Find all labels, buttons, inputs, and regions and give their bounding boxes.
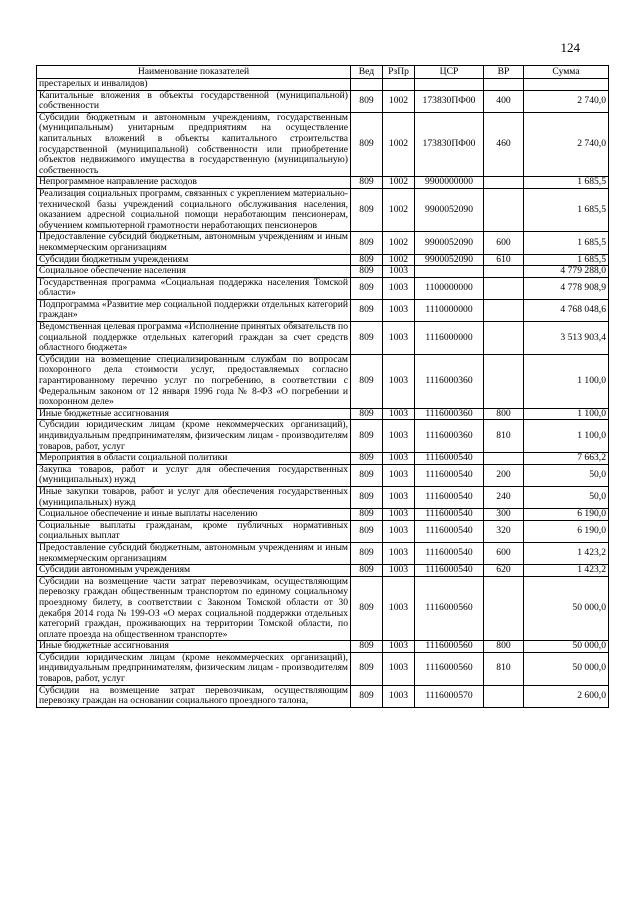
cell-vr: 810 (484, 652, 524, 685)
cell-csr: 1100000000 (415, 277, 484, 299)
cell-ved: 809 (351, 486, 383, 508)
cell-name: Субсидии на возмещение части затрат перевозчикам, осуществляющим перевозку граждан общественным транспортом по единому социальному проездному билету, в соответствии с Законом Томской области от 30 декабря 2014 года № 199-ОЗ «О мерах социальной поддержки отдельных категорий граждан, проживающих на территории Томской области, по оплате проезда на общественном транспорте» (37, 576, 351, 641)
header-ved: Вед (351, 66, 383, 79)
cell-sum: 6 190,0 (524, 509, 609, 521)
cell-ved: 809 (351, 112, 383, 177)
cell-name: Предоставление субсидий бюджетным, автономным учреждениям и иным некоммерческим организациям (37, 542, 351, 564)
cell-csr (415, 79, 484, 91)
cell-ved: 809 (351, 542, 383, 564)
cell-csr: 1116000560 (415, 652, 484, 685)
cell-csr: 1116000560 (415, 641, 484, 653)
cell-rzpr: 1003 (383, 486, 415, 508)
cell-vr: 800 (484, 408, 524, 420)
table-row (37, 79, 609, 91)
cell-csr: 9900000000 (415, 177, 484, 189)
header-vr: ВР (484, 66, 524, 79)
cell-rzpr: 1003 (383, 277, 415, 299)
table-row (37, 565, 609, 577)
table-row (37, 266, 609, 278)
cell-sum: 6 190,0 (524, 520, 609, 542)
cell-ved: 809 (351, 464, 383, 486)
cell-rzpr: 1002 (383, 177, 415, 189)
cell-vr: 200 (484, 464, 524, 486)
cell-ved: 809 (351, 188, 383, 231)
cell-csr: 1116000360 (415, 420, 484, 453)
table-header-row (37, 66, 609, 79)
cell-vr: 300 (484, 509, 524, 521)
cell-vr: 810 (484, 420, 524, 453)
cell-name: Социальные выплаты гражданам, кроме публичных нормативных социальных выплат (37, 520, 351, 542)
cell-name: Субсидии бюджетным учреждениям (37, 254, 351, 266)
table-row (37, 652, 609, 685)
table-row (37, 90, 609, 112)
cell-vr (484, 277, 524, 299)
cell-vr (484, 188, 524, 231)
cell-rzpr: 1003 (383, 420, 415, 453)
cell-rzpr: 1003 (383, 509, 415, 521)
cell-name: Иные бюджетные ассигнования (37, 641, 351, 653)
cell-ved: 809 (351, 354, 383, 408)
cell-name: Мероприятия в области социальной политики (37, 453, 351, 465)
cell-rzpr: 1003 (383, 266, 415, 278)
cell-ved: 809 (351, 90, 383, 112)
table-row (37, 486, 609, 508)
cell-name: Субсидии на возмещение специализированным службам по вопросам похоронного дела стоимости услуг, предоставляемых согласно гарантированному перечню услуг по погребению, в соответствии с Федеральным законом от 12 января 1996 года № 8-ФЗ «О погребении и похоронном деле» (37, 354, 351, 408)
cell-sum: 50,0 (524, 464, 609, 486)
cell-name: Социальное обеспечение населения (37, 266, 351, 278)
cell-name: Государственная программа «Социальная поддержка населения Томской области» (37, 277, 351, 299)
cell-sum: 4 779 288,0 (524, 266, 609, 278)
cell-sum: 1 685,5 (524, 254, 609, 266)
cell-ved: 809 (351, 652, 383, 685)
budget-table (36, 65, 609, 708)
table-row (37, 420, 609, 453)
cell-rzpr: 1003 (383, 542, 415, 564)
cell-ved: 809 (351, 177, 383, 189)
cell-vr (484, 453, 524, 465)
cell-sum: 50 000,0 (524, 641, 609, 653)
cell-sum: 50 000,0 (524, 652, 609, 685)
cell-ved: 809 (351, 576, 383, 641)
cell-name: Подпрограмма «Развитие мер социальной поддержки отдельных категорий граждан» (37, 299, 351, 321)
cell-rzpr: 1003 (383, 408, 415, 420)
cell-rzpr: 1003 (383, 299, 415, 321)
cell-name: Реализация социальных программ, связанных с укреплением материально-технической базы учреждений социального обслуживания населения, оказанием адресной социальной помощи неработающим пенсионерам, обучением компьютерной грамотности неработающих пенсионеров (37, 188, 351, 231)
table-row (37, 453, 609, 465)
cell-name: Субсидии юридическим лицам (кроме некоммерческих организаций), индивидуальным предпринимателям, физическим лицам - производителям товаров, работ, услуг (37, 420, 351, 453)
cell-ved: 809 (351, 685, 383, 707)
cell-name: Предоставление субсидий бюджетным, автономным учреждениям и иным некоммерческим организациям (37, 232, 351, 254)
header-sum: Сумма (524, 66, 609, 79)
table-row (37, 322, 609, 355)
cell-ved (351, 79, 383, 91)
cell-vr: 600 (484, 232, 524, 254)
table-row (37, 542, 609, 564)
cell-vr: 240 (484, 486, 524, 508)
cell-sum: 1 100,0 (524, 354, 609, 408)
cell-rzpr: 1002 (383, 254, 415, 266)
cell-rzpr: 1002 (383, 232, 415, 254)
cell-sum: 1 685,5 (524, 188, 609, 231)
cell-csr: 1116000540 (415, 520, 484, 542)
cell-sum: 50 000,0 (524, 576, 609, 641)
cell-sum: 1 100,0 (524, 408, 609, 420)
cell-csr: 1116000540 (415, 464, 484, 486)
table-row (37, 177, 609, 189)
cell-name: престарелых и инвалидов) (37, 79, 351, 91)
table-row (37, 232, 609, 254)
cell-vr (484, 685, 524, 707)
cell-name: Субсидии бюджетным и автономным учреждениям, государственным (муниципальным) унитарным предприятиям на осуществление капитальных вложений в объекты капитального строительства государственной (муниципальной) собственности или приобретение объектов недвижимого имущества в государственную (муниципальную) собственность (37, 112, 351, 177)
table-row (37, 299, 609, 321)
cell-ved: 809 (351, 408, 383, 420)
table-row (37, 509, 609, 521)
table-row (37, 408, 609, 420)
cell-vr: 600 (484, 542, 524, 564)
cell-vr: 610 (484, 254, 524, 266)
cell-csr: 1116000540 (415, 453, 484, 465)
cell-vr (484, 177, 524, 189)
page-number: 124 (560, 40, 580, 55)
cell-rzpr: 1003 (383, 685, 415, 707)
cell-csr: 1110000000 (415, 299, 484, 321)
cell-name: Непрограммное направление расходов (37, 177, 351, 189)
cell-rzpr: 1003 (383, 453, 415, 465)
cell-csr: 173830ПФ00 (415, 112, 484, 177)
cell-rzpr: 1002 (383, 188, 415, 231)
cell-name: Капитальные вложения в объекты государственной (муниципальной) собственности (37, 90, 351, 112)
cell-name: Ведомственная целевая программа «Исполнение принятых обязательств по социальной поддержке отдельных категорий граждан за счет средств областного бюджета» (37, 322, 351, 355)
cell-vr: 400 (484, 90, 524, 112)
cell-csr: 1116000360 (415, 354, 484, 408)
cell-vr: 620 (484, 565, 524, 577)
header-csr: ЦСР (415, 66, 484, 79)
cell-rzpr: 1002 (383, 112, 415, 177)
table-row (37, 464, 609, 486)
cell-sum: 4 768 048,6 (524, 299, 609, 321)
cell-csr: 1116000000 (415, 322, 484, 355)
table-row (37, 277, 609, 299)
cell-csr: 9900052090 (415, 232, 484, 254)
cell-vr: 800 (484, 641, 524, 653)
table-row (37, 354, 609, 408)
cell-vr (484, 299, 524, 321)
cell-vr (484, 322, 524, 355)
cell-rzpr: 1003 (383, 652, 415, 685)
cell-csr: 1116000540 (415, 542, 484, 564)
cell-sum: 1 423,2 (524, 542, 609, 564)
cell-rzpr (383, 79, 415, 91)
cell-sum: 4 778 908,9 (524, 277, 609, 299)
cell-rzpr: 1003 (383, 464, 415, 486)
table-row (37, 112, 609, 177)
cell-sum: 2 600,0 (524, 685, 609, 707)
cell-name: Иные закупки товаров, работ и услуг для обеспечения государственных (муниципальных) нужд (37, 486, 351, 508)
cell-csr: 173830ПФ00 (415, 90, 484, 112)
cell-ved: 809 (351, 641, 383, 653)
table-row (37, 641, 609, 653)
cell-sum: 2 740,0 (524, 112, 609, 177)
cell-ved: 809 (351, 299, 383, 321)
cell-ved: 809 (351, 232, 383, 254)
cell-rzpr: 1002 (383, 90, 415, 112)
header-name: Наименование показателей (37, 66, 351, 79)
table-row (37, 576, 609, 641)
cell-csr: 1116000360 (415, 408, 484, 420)
cell-csr: 1116000560 (415, 576, 484, 641)
table-row (37, 254, 609, 266)
cell-rzpr: 1003 (383, 322, 415, 355)
cell-rzpr: 1003 (383, 520, 415, 542)
table-row (37, 188, 609, 231)
cell-vr (484, 576, 524, 641)
cell-name: Социальное обеспечение и иные выплаты населению (37, 509, 351, 521)
cell-rzpr: 1003 (383, 641, 415, 653)
cell-csr: 9900052090 (415, 254, 484, 266)
cell-csr: 1116000540 (415, 565, 484, 577)
header-rzpr: РзПр (383, 66, 415, 79)
cell-rzpr: 1003 (383, 565, 415, 577)
cell-sum: 50,0 (524, 486, 609, 508)
cell-vr (484, 354, 524, 408)
cell-sum: 1 100,0 (524, 420, 609, 453)
cell-ved: 809 (351, 322, 383, 355)
cell-name: Субсидии на возмещение затрат перевозчикам, осуществляющим перевозку граждан на основании социального проездного талона, (37, 685, 351, 707)
cell-sum: 1 423,2 (524, 565, 609, 577)
cell-sum: 2 740,0 (524, 90, 609, 112)
table-row (37, 520, 609, 542)
table-body (37, 79, 609, 708)
cell-sum: 1 685,5 (524, 177, 609, 189)
cell-ved: 809 (351, 420, 383, 453)
cell-rzpr: 1003 (383, 576, 415, 641)
cell-sum: 7 663,2 (524, 453, 609, 465)
cell-ved: 809 (351, 254, 383, 266)
cell-ved: 809 (351, 565, 383, 577)
table-row (37, 685, 609, 707)
cell-ved: 809 (351, 266, 383, 278)
cell-name: Закупка товаров, работ и услуг для обеспечения государственных (муниципальных) нужд (37, 464, 351, 486)
cell-vr (484, 266, 524, 278)
cell-sum: 1 685,5 (524, 232, 609, 254)
cell-ved: 809 (351, 453, 383, 465)
cell-vr: 460 (484, 112, 524, 177)
cell-csr (415, 266, 484, 278)
cell-csr: 1116000540 (415, 509, 484, 521)
cell-name: Иные бюджетные ассигнования (37, 408, 351, 420)
cell-name: Субсидии автономным учреждениям (37, 565, 351, 577)
cell-name: Субсидии юридическим лицам (кроме некоммерческих организаций), индивидуальным предпринимателям, физическим лицам - производителям товаров, работ, услуг (37, 652, 351, 685)
cell-ved: 809 (351, 509, 383, 521)
cell-sum: 3 513 903,4 (524, 322, 609, 355)
cell-csr: 9900052090 (415, 188, 484, 231)
cell-vr: 320 (484, 520, 524, 542)
cell-csr: 1116000570 (415, 685, 484, 707)
cell-sum (524, 79, 609, 91)
cell-csr: 1116000540 (415, 486, 484, 508)
cell-ved: 809 (351, 277, 383, 299)
cell-rzpr: 1003 (383, 354, 415, 408)
cell-vr (484, 79, 524, 91)
cell-ved: 809 (351, 520, 383, 542)
